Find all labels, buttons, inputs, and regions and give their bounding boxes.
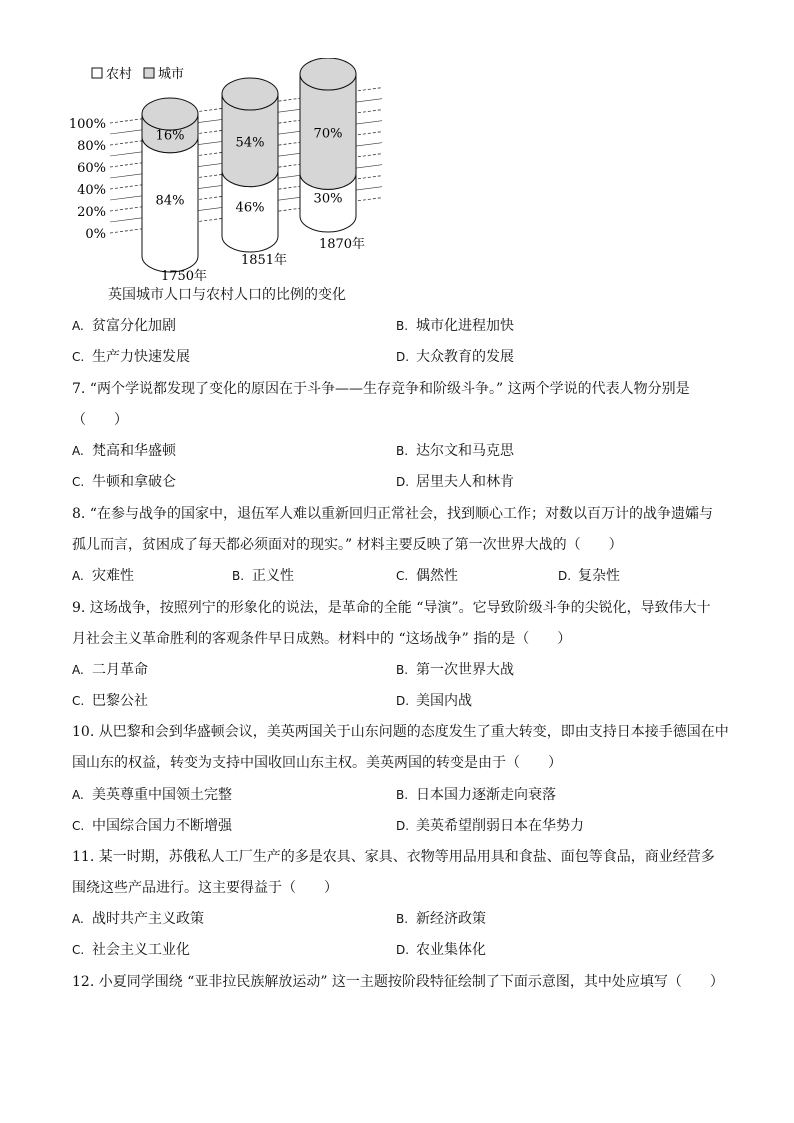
q10-option-c-label: C. <box>72 819 85 833</box>
q8-option-a-label: A. <box>72 569 84 583</box>
q10-option-b[interactable] <box>396 785 556 805</box>
q6-option-d-label: D. <box>396 350 410 364</box>
q9-option-a-text: 二月革命 <box>92 662 148 678</box>
q8-option-b-text: 正义性 <box>252 568 294 584</box>
q11-option-c[interactable] <box>72 940 190 960</box>
q7-option-c-label: C. <box>72 475 85 489</box>
q9-option-a[interactable] <box>72 660 148 680</box>
q8-option-a-text: 灾难性 <box>92 568 134 584</box>
q9-stem-line2: 月社会主义革命胜利的客观条件早日成熟。材料中的 “这场战争” 指的是（ ） <box>72 631 572 647</box>
legend-urban-swatch <box>144 68 154 78</box>
q7-stem-line2: （ ） <box>72 412 128 428</box>
category-label: 1750年 <box>160 269 208 284</box>
y-tick-label: 20% <box>77 205 106 220</box>
bar-rural-value-label: 84% <box>155 193 185 209</box>
y-axis-ticks <box>69 117 106 242</box>
q7-option-d[interactable] <box>396 472 514 492</box>
q11-option-c-text: 社会主义工业化 <box>92 942 190 958</box>
q11-stem-line2: 围绕这些产品进行。这主要得益于（ ） <box>72 880 338 896</box>
chart-bars <box>142 58 365 284</box>
category-label: 1851年 <box>240 253 288 268</box>
y-tick-label: 40% <box>77 183 106 198</box>
bar-top-cap <box>222 78 278 110</box>
q10-stem-line2: 国山东的权益，转变为支持中国收回山东主权。美英两国的转变是由于（ ） <box>72 755 562 771</box>
q11-option-d[interactable] <box>396 940 486 960</box>
q7-option-a-label: A. <box>72 444 84 458</box>
q7-option-d-label: D. <box>396 475 410 489</box>
q8-option-c[interactable] <box>396 566 458 586</box>
q8-option-d-label: D. <box>558 569 572 583</box>
q9-option-c[interactable] <box>72 691 148 711</box>
q12-stem-line1: 12. 小夏同学围绕 “亚非拉民族解放运动” 这一主题按阶段特征绘制了下面示意图，其中处应填写（ ） <box>72 974 724 990</box>
q8-option-b[interactable] <box>232 566 294 586</box>
q8-option-c-text: 偶然性 <box>416 568 458 584</box>
q8-option-c-label: C. <box>396 569 409 583</box>
q7-stem-line1: 7. “两个学说都发现了变化的原因在于斗争——生存竞争和阶级斗争。” 这两个学说的代表人物分别是 <box>72 381 690 397</box>
q9-option-a-label: A. <box>72 663 84 677</box>
q8-option-a[interactable] <box>72 566 134 586</box>
q6-option-d[interactable] <box>396 347 514 367</box>
q11-option-a-text: 战时共产主义政策 <box>92 911 204 927</box>
q11-option-a[interactable] <box>72 909 204 929</box>
q7-option-b-text: 达尔文和马克思 <box>416 443 514 459</box>
q6-option-b-label: B. <box>396 319 409 333</box>
q10-stem-line1: 10. 从巴黎和会到华盛顿会议，美英两国关于山东问题的态度发生了重大转变，即由支持日本接手德国在中 <box>72 724 729 740</box>
y-tick-label: 100% <box>68 117 106 132</box>
q11-option-a-label: A. <box>72 912 84 926</box>
q9-option-d-text: 美国内战 <box>416 693 472 709</box>
bar-rural-value-label: 46% <box>235 200 265 216</box>
q8-stem-line2: 孤儿而言，贫困成了每天都必须面对的现实。” 材料主要反映了第一次世界大战的（ ） <box>72 537 623 553</box>
q10-option-c-text: 中国综合国力不断增强 <box>92 818 232 834</box>
q9-option-b-text: 第一次世界大战 <box>416 662 514 678</box>
q7-option-a-text: 梵高和华盛顿 <box>92 443 176 459</box>
q9-option-c-label: C. <box>72 694 85 708</box>
q7-option-a[interactable] <box>72 441 176 461</box>
y-tick-label: 0% <box>85 227 106 242</box>
chart-caption: 英国城市人口与农村人口的比例的变化 <box>108 287 346 303</box>
q10-option-d-text: 美英希望削弱日本在华势力 <box>416 818 584 834</box>
q11-option-b-text: 新经济政策 <box>416 911 486 927</box>
q7-option-b-label: B. <box>396 444 409 458</box>
q10-option-a-label: A. <box>72 788 84 802</box>
q10-option-d-label: D. <box>396 819 410 833</box>
bar-urban-value-label: 70% <box>313 126 343 142</box>
q11-option-c-label: C. <box>72 943 85 957</box>
q8-option-d[interactable] <box>558 566 620 586</box>
population-chart <box>60 58 400 308</box>
q11-option-b[interactable] <box>396 909 486 929</box>
category-label: 1870年 <box>318 237 366 252</box>
q6-option-c[interactable] <box>72 347 190 367</box>
bar-top-cap <box>300 58 356 90</box>
q9-option-c-text: 巴黎公社 <box>92 693 148 709</box>
q9-stem-line1: 9. 这场战争，按照列宁的形象化的说法，是革命的全能 “导演”。它导致阶级斗争的尖锐化，导致伟大十 <box>72 600 711 616</box>
q6-option-a[interactable] <box>72 316 176 336</box>
y-tick-label: 60% <box>77 161 106 176</box>
q6-option-a-text: 贫富分化加剧 <box>92 318 176 334</box>
q6-option-b-text: 城市化进程加快 <box>416 318 514 334</box>
q6-option-a-label: A. <box>72 319 84 333</box>
q8-option-b-label: B. <box>232 569 245 583</box>
q7-option-b[interactable] <box>396 441 514 461</box>
legend-rural-label: 农村 <box>106 67 133 82</box>
q8-stem-line1: 8. “在参与战争的国家中，退伍军人难以重新回归正常社会，找到顺心工作；对数以百万计的战争遗孀与 <box>72 506 713 522</box>
q7-option-d-text: 居里夫人和林肯 <box>416 474 514 490</box>
q8-option-d-text: 复杂性 <box>578 568 620 584</box>
q10-option-d[interactable] <box>396 816 584 836</box>
y-tick-label: 80% <box>77 139 106 154</box>
q7-option-c[interactable] <box>72 472 176 492</box>
q9-option-d-label: D. <box>396 694 410 708</box>
bar-urban-value-label: 16% <box>155 128 185 144</box>
bar-rural-value-label: 30% <box>313 191 343 207</box>
q11-option-b-label: B. <box>396 912 409 926</box>
q11-option-d-text: 农业集体化 <box>416 942 486 958</box>
q10-option-a[interactable] <box>72 785 232 805</box>
bar-urban-value-label: 54% <box>235 135 265 151</box>
q9-option-b-label: B. <box>396 663 409 677</box>
q10-option-b-text: 日本国力逐渐走向衰落 <box>416 787 556 803</box>
q7-option-c-text: 牛顿和拿破仑 <box>92 474 176 490</box>
q6-option-b[interactable] <box>396 316 514 336</box>
legend-urban-label: 城市 <box>158 67 185 82</box>
q6-option-d-text: 大众教育的发展 <box>416 349 514 365</box>
q9-option-d[interactable] <box>396 691 472 711</box>
q10-option-a-text: 美英尊重中国领土完整 <box>92 787 232 803</box>
q6-option-c-text: 生产力快速发展 <box>92 349 190 365</box>
q11-option-d-label: D. <box>396 943 410 957</box>
bar-top-cap <box>142 98 198 130</box>
q10-option-b-label: B. <box>396 788 409 802</box>
q10-option-c[interactable] <box>72 816 232 836</box>
q6-option-c-label: C. <box>72 350 85 364</box>
population-chart-svg <box>60 58 400 308</box>
legend-rural-swatch <box>92 68 102 78</box>
q9-option-b[interactable] <box>396 660 514 680</box>
q11-stem-line1: 11. 某一时期，苏俄私人工厂生产的多是农具、家具、衣物等用品用具和食盐、面包等食品，商业经营多 <box>72 849 715 865</box>
